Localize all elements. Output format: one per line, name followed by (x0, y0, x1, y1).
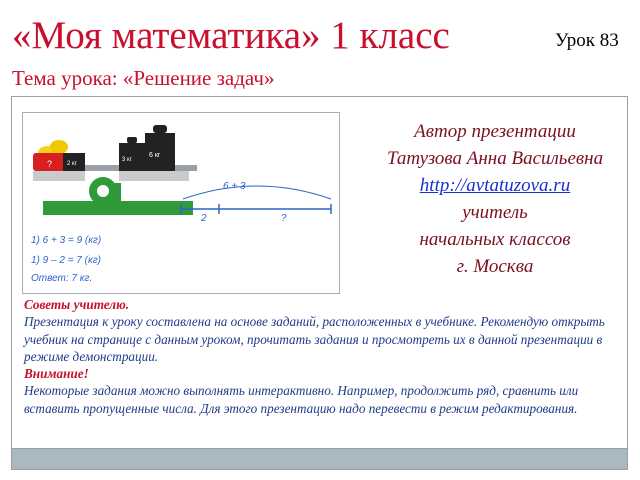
author-role: учитель (462, 202, 528, 223)
author-site-link[interactable]: http://avtatuzova.ru (419, 175, 571, 196)
solution-answer: Ответ: 7 кг. (31, 273, 93, 284)
author-city: г. Москва (456, 256, 534, 277)
author-name: Татузова Анна Васильевна (386, 148, 604, 169)
weight-2kg-label: 2 кг (67, 161, 77, 167)
segment-sum-label: 6 + 3 (223, 181, 246, 192)
author-heading: Автор презентации (414, 121, 576, 142)
weight-3kg-label: 3 кг (122, 157, 132, 163)
left-pan (33, 171, 85, 181)
solution-step-1: 1) 6 + 3 = 9 (кг) (31, 235, 102, 246)
slide-title: «Моя математика» 1 класс (12, 14, 450, 57)
right-pan (119, 171, 189, 181)
tips-heading: Советы учителю. (24, 297, 130, 312)
task-illustration (22, 112, 340, 294)
attention-heading: Внимание! (24, 366, 89, 382)
segment-part-right: ? (281, 213, 287, 224)
weight-6kg-handle (153, 125, 167, 133)
weight-3kg-handle (127, 137, 137, 143)
lesson-topic: Тема урока: «Решение задач» (12, 66, 275, 90)
segment-brace (183, 186, 331, 199)
lesson-number: Урок 83 (555, 30, 619, 51)
solution-step-2: 1) 9 – 2 = 7 (кг) (31, 255, 101, 266)
tips-paragraph-2: Некоторые задания можно выполнять интерактивно. Например, продолжить ряд, сравнить или вставить пропущенные числа. Для этого презентацию надо перевести в режим редактирования. (24, 383, 579, 416)
author-block (350, 118, 640, 280)
fruit-2 (50, 140, 68, 154)
scale-dial-center (97, 185, 109, 197)
segment-part-left: 2 (201, 213, 207, 224)
basket-mark: ? (47, 159, 53, 169)
teacher-tips (24, 296, 609, 417)
bottom-band (11, 448, 628, 470)
weight-6kg-label: 6 кг (149, 152, 161, 159)
balance-scale-drawing (23, 113, 339, 293)
tips-paragraph-1: Презентация к уроку составлена на основе заданий, расположенных в учебнике. Рекомендую открыть учебник на странице с данным уроком, прочитать задания и просмотреть их в данной презентации в режиме демонстрации. (24, 314, 605, 364)
scale-base (43, 201, 193, 215)
author-role-detail: начальных классов (419, 229, 571, 250)
